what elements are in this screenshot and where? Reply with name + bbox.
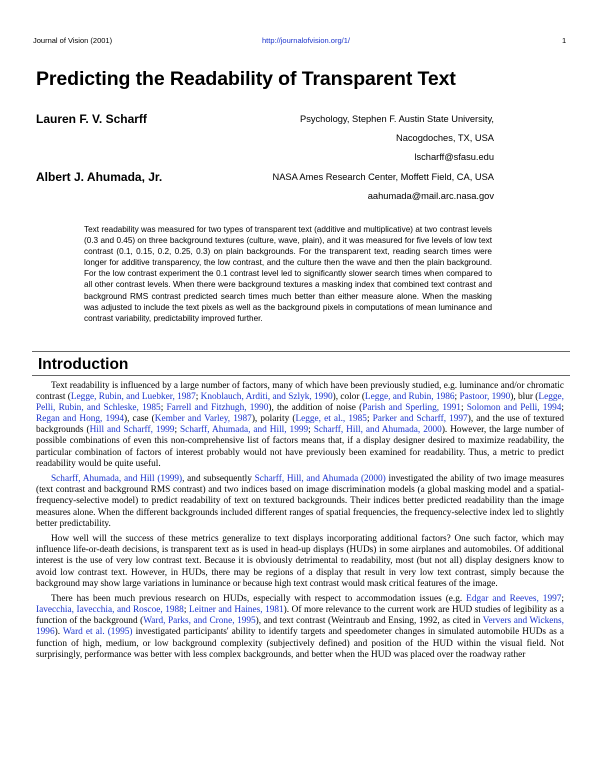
paragraph-text: ), polarity ( [251,414,296,425]
paragraph-text: , and subsequently [182,474,255,485]
citation-link[interactable]: Ward et al. (1995) [62,627,133,638]
paragraph-text: ; [308,425,314,436]
running-header-journal: Journal of Vision (2001) [33,36,113,45]
section-divider-bottom [32,375,570,376]
citation-link[interactable]: Parish and Sperling, 1991 [362,403,461,414]
citation-link[interactable]: Iavecchia, Iavecchia, and Roscoe, 1988 [36,605,184,616]
page-number: 1 [562,36,567,45]
author-2-email: aahumada@mail.arc.nasa.gov [367,191,494,201]
paragraph-text: ; [561,594,564,605]
paragraph-text: ), blur ( [510,392,539,403]
citation-link[interactable]: Scharff, Hill, and Ahumada (2000) [254,474,386,485]
citation-link[interactable]: Hill and Scharff, 1999 [89,425,175,436]
citation-link[interactable]: Legge, Rubin, and Luebker, 1987 [70,392,196,403]
citation-link[interactable]: Scharff, Ahumada, and Hill (1999) [51,474,183,485]
paragraph-text: ; [460,403,467,414]
citation-link[interactable]: Edgar and Reeves, 1997 [466,594,562,605]
paragraph-text: ; [366,414,373,425]
abstract: Text readability was measured for two types of transparent text (additive and multiplicative) at two contrast levels (0.3 and 0.45) on three background textures (culture, wave, plain), and it was measured for five levels of low text contrast (0.1, 0.15, 0.2, 0.25, 0.3) on plain backgrounds. For the transparent text, reading search times were longer for additive transparency, the low contrast, and the culture then the wave and then the plain background. For the low contrast experiment the 0.1 contrast level led to significantly slower search times when compared to all other contrast levels. When there were background textures a masking index that combined text contrast and background RMS contrast predicted search times much better than either measure alone. When the masking was adjusted to include the text pixels as well as the background pixels in computations of mean luminance and contrast variability, predictability improved further. [84,225,492,323]
paragraph-text: How well will the success of these metrics generalize to text displays incorporating additional factors? One such factor, which may influence life-or-death decisions, is transparent text as is used in head-up displays (HUDs) in some airplanes and automobiles. Of additional interest is the use of very low contrast text. Because it is obviously detrimental to readability, most (but not all) display designers know to avoid low contrast text. However, in HUDs, there may be regions of a display that result in very low text contrast, simply because the background may show large variations in luminance or because high text contrast would mask critical features of the image. [36,534,564,589]
paragraph-text: ; [195,392,201,403]
citation-link[interactable]: Legge, et al., 1985 [295,414,367,425]
paragraph-text: ), case ( [124,414,155,425]
citation-link[interactable]: Regan and Hong, 1994 [36,414,125,425]
citation-link[interactable]: Scharff, Hill, and Ahumada, 2000 [313,425,442,436]
paragraph-text: ), and text contrast (Weintraub and Ensing, 1992, as cited in [255,616,483,627]
paragraph-text: ; [174,425,181,436]
author-name-2: Albert J. Ahumada, Jr. [36,170,163,184]
author-1-affiliation-line-1: Psychology, Stephen F. Austin State University, [300,114,494,124]
body-paragraph [36,474,564,529]
author-1-affiliation-line-2: Nacogdoches, TX, USA [395,133,494,143]
citation-link[interactable]: Knoblauch, Arditi, and Szlyk, 1990 [200,392,333,403]
paragraph-text: ). Of more relevance to the current work are HUD studies of legibility as a function of the background ( [36,605,564,627]
paragraph-text: Text readability is influenced by a large number of factors, many of which have been previously studied, e.g. luminance and/or chromatic contrast ( [36,381,564,403]
citation-link[interactable]: Pastoor, 1990 [459,392,511,403]
citation-link[interactable]: Legge, Pelli, Rubin, and Schleske, 1985 [36,392,564,414]
paragraph-text: investigated the ability of two image measures (text contrast and background RMS contrast) and two indices based on image discrimination models (a global masking model and a spatial-frequency-selective model) to predict readability of text on textured backgrounds. Their indices better predicted readability than the image measures alone. When the different backgrounds included different ranges of spatial frequencies, the frequency-selective index led to slightly better predictability. [36,474,564,529]
section-divider-top [32,351,570,352]
paper-title: Predicting the Readability of Transparent Text [36,68,456,90]
paragraph-text: ), color ( [332,392,365,403]
body-paragraph [36,381,564,470]
citation-link[interactable]: Kember and Varley, 1987 [154,414,252,425]
author-name-1: Lauren F. V. Scharff [36,112,147,126]
body-paragraph [36,594,564,661]
paragraph-text: ; [454,392,460,403]
citation-link[interactable]: Legge, and Rubin, 1986 [364,392,455,403]
paragraph-text: ), and the use of textured backgrounds ( [36,414,564,436]
author-1-email: lscharff@sfasu.edu [414,152,494,162]
section-title-introduction: Introduction [38,356,129,373]
paragraph-text: There has been much previous research on HUDs, especially with respect to accommodation issues (e.g. [51,594,467,605]
citation-link[interactable]: Ververs and Wickens, 1996 [36,616,564,638]
paragraph-text: ; [183,605,189,616]
citation-link[interactable]: Leitner and Haines, 1981 [188,605,284,616]
paragraph-text: investigated participants' ability to identify targets and speedometer changes in simulated automobile HUDs as a function of high, medium, or low background complexity (subjectively defined) and position of the HUD within the visual field. Not surprisingly, performance was better with less complex backgrounds, and better when the HUD was placed over the roadway rather [36,627,565,660]
citation-link[interactable]: Parker and Scharff, 1997 [372,414,468,425]
introduction-body [36,381,564,665]
citation-link[interactable]: Ward, Parks, and Crone, 1995 [143,616,256,627]
paragraph-text: ). [54,627,63,638]
paragraph-text: ; [160,403,167,414]
citation-link[interactable]: Solomon and Pelli, 1994 [466,403,562,414]
paragraph-text: ). However, the large number of possible combinations of even this non-comprehensive list of factors means that, if a display designer desired to maximize readability, the particular combination of factors of interest probably would not have previously been examined for readability. Thus, a metric to predict readability would be quite useful. [36,425,564,469]
citation-link[interactable]: Scharff, Ahumada, and Hill, 1999 [180,425,309,436]
paragraph-text: ), the addition of noise ( [268,403,363,414]
citation-link[interactable]: Farrell and Fitzhugh, 1990 [166,403,269,414]
paragraph-text: ; [561,403,564,414]
author-2-affiliation-line-1: NASA Ames Research Center, Moffett Field, CA, USA [272,172,494,182]
body-paragraph [36,534,564,589]
running-header-url-link[interactable]: http://journalofvision.org/1/ [262,36,350,45]
